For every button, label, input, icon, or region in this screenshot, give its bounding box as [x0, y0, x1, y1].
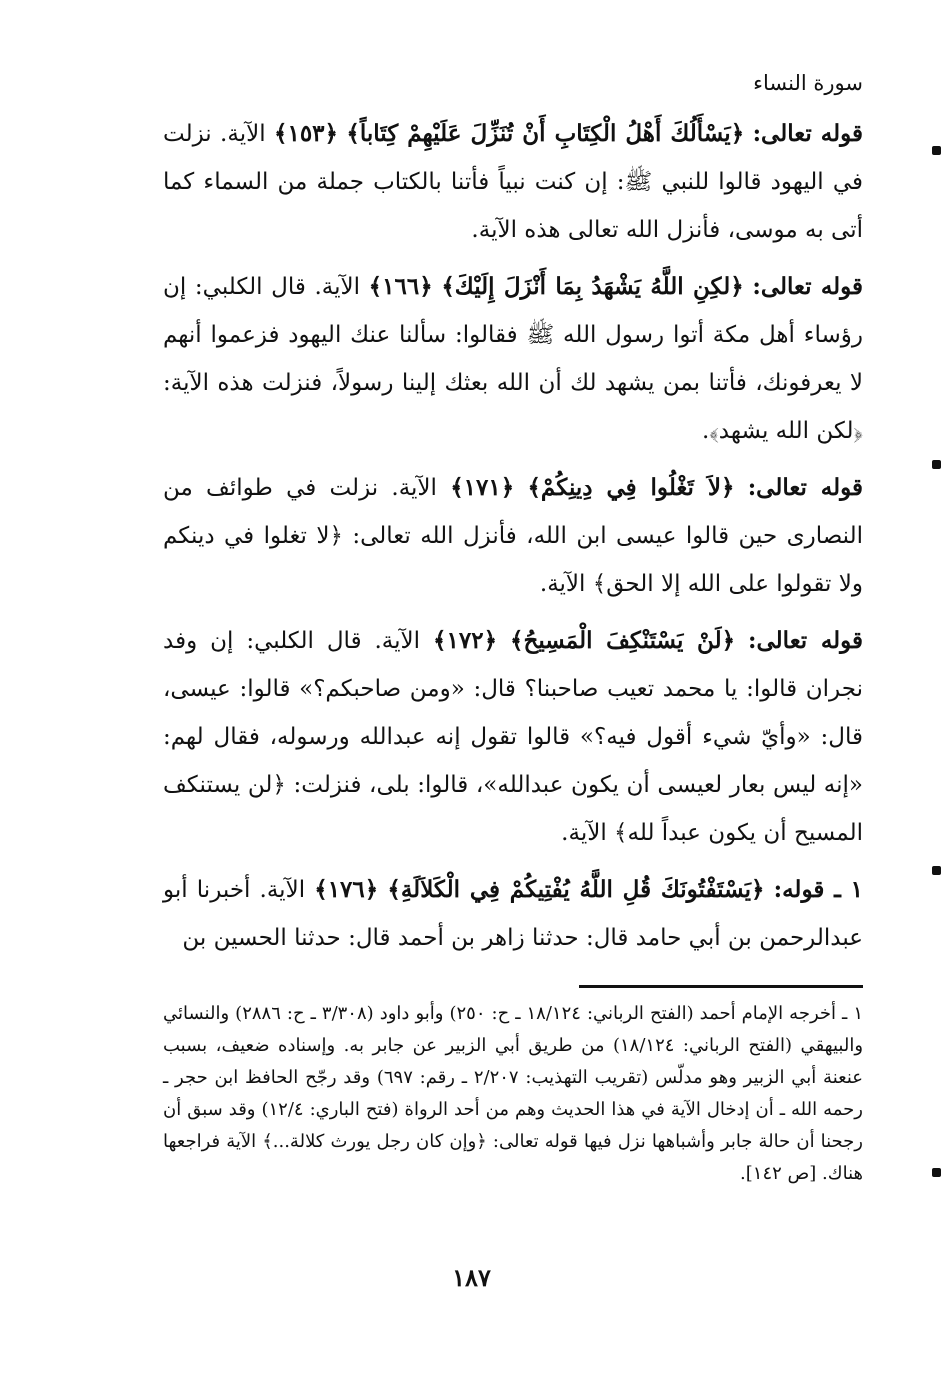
margin-mark	[932, 460, 941, 469]
paragraph-text: الآية. نزلت في اليهود قالوا للنبي ﷺ: إن كنت نبياً فأتنا بالكتاب جملة من السماء كما أتى به موسى، فأنزل الله تعالى هذه الآية.	[163, 121, 863, 243]
paragraph-verse-176	[163, 866, 863, 962]
page-number: ١٨٧	[452, 1263, 491, 1292]
footnote-divider	[579, 985, 863, 988]
verse-quote: ﴿يَسْأَلُكَ أَهْلُ الْكِتَابِ أَنْ تُنَزِّلَ عَلَيْهِمْ كِتَاباً﴾	[346, 120, 745, 147]
paragraph-verse-171	[163, 464, 863, 608]
running-header: سورة النساء	[753, 71, 863, 95]
paragraph-verse-172	[163, 617, 863, 857]
paragraph-verse-166	[163, 263, 863, 455]
verse-number: ﴿١٥٣﴾	[273, 120, 339, 147]
margin-mark	[932, 866, 941, 875]
paragraph-lead: قوله تعالى:	[747, 474, 864, 501]
verse-quote: ﴿لاَ تَغْلُوا فِي دِينِكُمْ﴾	[527, 474, 735, 501]
verse-quote: ﴿لكِنِ اللَّهُ يَشْهَدُ بِمَا أَنْزَلَ إِلَيْكَ﴾	[441, 273, 744, 300]
verse-quote: ﴿يَسْتَفْتُونَكَ قُلِ اللَّهُ يُفْتِيكُمْ فِي الْكَلاَلَةِ﴾	[387, 876, 765, 903]
margin-mark	[932, 1168, 941, 1177]
main-text	[163, 110, 863, 971]
margin-mark	[932, 146, 941, 155]
paragraph-verse-153	[163, 110, 863, 254]
paragraph-text: الآية. قال الكلبي: إن رؤساء أهل مكة أتوا رسول الله ﷺ فقالوا: سألنا عنك اليهود فزعموا أنهم لا يعرفونك، فأتنا بمن يشهد لك أن الله بعثك إلينا رسولاً، فنزلت هذه الآية: ﴿لكن الله يشهد﴾.	[163, 274, 863, 444]
paragraph-lead: قوله تعالى:	[752, 273, 864, 300]
verse-number: ﴿١٧٦﴾	[314, 876, 379, 903]
footnote: ١ ـ أخرجه الإمام أحمد (الفتح الرباني: ١٨/١٢٤ ـ ح: ٢٥٠) وأبو داود (٣/٣٠٨ ـ ح: ٢٨٨٦) والنسائي والبيهقي (الفتح الرباني: ١٨/١٢٤) من طريق أبي الزبير عن جابر به. وإسناده ضعيف، بسبب عنعنة أبي الزبير وهو مدلّس (تقريب التهذيب: ٢/٢٠٧ ـ رقم: ٦٩٧) وقد رجّح الحافظ ابن حجر ـ رحمه الله ـ أن إدخال الآية في هذا الحديث وهم من أحد الرواة (فتح الباري: ١٢/٤) وقد سبق أن رجحنا أن حالة جابر وأشباهها نزل فيها قوله تعالى: ﴿وإن كان رجل يورث كلالة...﴾ الآية فراجعها هناك. [ص ١٤٢].	[163, 1003, 864, 1184]
verse-number: ﴿١٧١﴾	[450, 474, 515, 501]
paragraph-text: الآية. أخبرنا أبو عبدالرحمن بن أبي حامد قال: حدثنا زاهر بن أحمد قال: حدثنا الحسين بن	[163, 877, 863, 951]
verse-quote: ﴿لَنْ يَسْتَنْكِفَ الْمَسِيحُ﴾	[510, 627, 736, 654]
verse-number: ﴿١٦٦﴾	[368, 273, 433, 300]
verse-number: ﴿١٧٢﴾	[433, 627, 498, 654]
paragraph-lead: قوله تعالى:	[752, 120, 864, 147]
paragraph-text: الآية. نزلت في طوائف من النصارى حين قالوا عيسى ابن الله، فأنزل الله تعالى: ﴿لا تغلوا في دينكم ولا تقولوا على الله إلا الحق﴾ الآية.	[163, 475, 863, 597]
paragraph-lead: ١ ـ قوله:	[773, 876, 864, 903]
paragraph-text: الآية. قال الكلبي: إن وفد نجران قالوا: يا محمد تعيب صاحبنا؟ قال: «ومن صاحبكم؟» قالوا: عيسى، قال: «وأيّ شيء أقول فيه؟» قالوا تقول إنه عبدالله ورسوله، فقال لهم: «إنه ليس بعار لعيسى أن يكون عبدالله»، قالوا: بلى، فنزلت: ﴿لن يستنكف المسيح أن يكون عبداً لله﴾ الآية.	[163, 628, 863, 846]
paragraph-lead: قوله تعالى:	[748, 627, 864, 654]
